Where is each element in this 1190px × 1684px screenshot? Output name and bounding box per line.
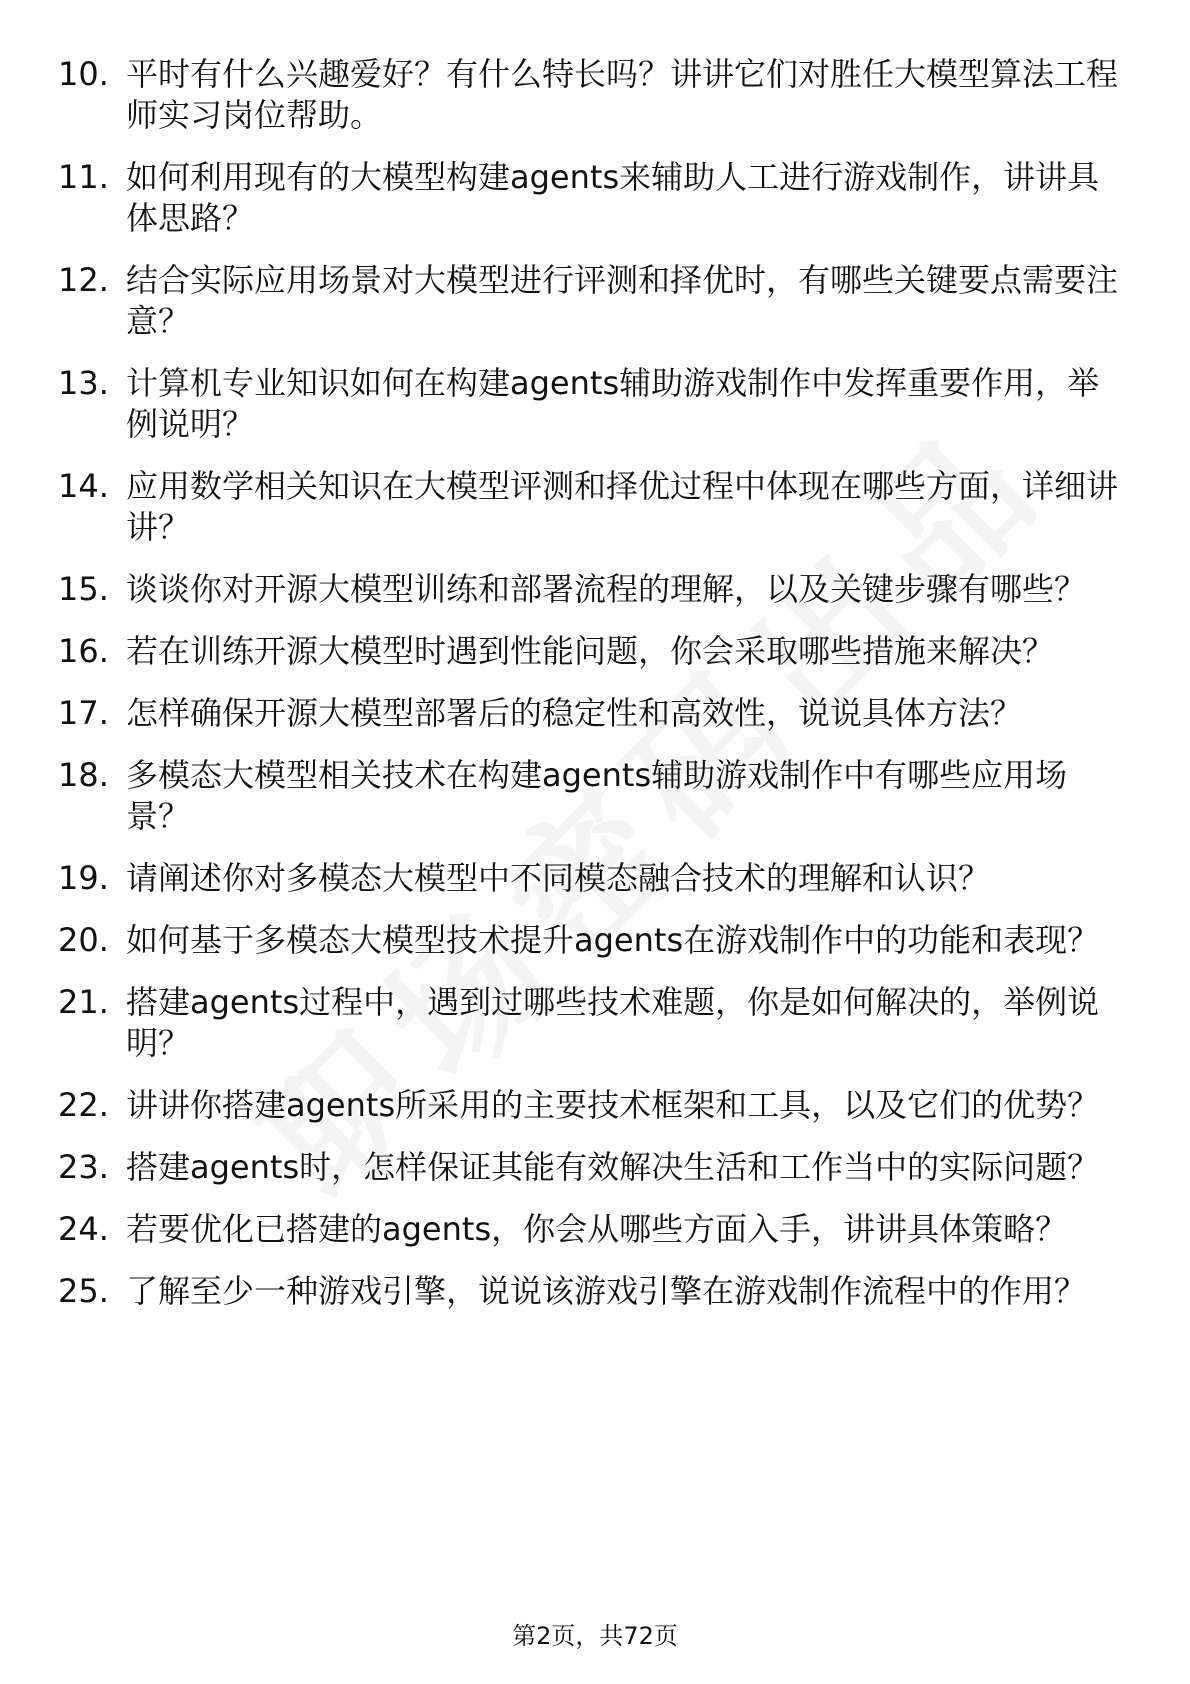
- list-item: [58, 569, 1118, 610]
- item-text: 结合实际应用场景对大模型进行评测和择优时，有哪些关键要点需要注意？: [126, 261, 1119, 340]
- item-text: 应用数学相关知识在大模型评测和择优过程中体现在哪些方面，详细讲讲？: [126, 467, 1119, 546]
- item-number: 23.: [58, 1148, 109, 1186]
- page-footer: 第2页，共72页: [512, 1622, 678, 1650]
- item-text: 怎样确保开源大模型部署后的稳定性和高效性，说说具体方法？: [126, 694, 1023, 732]
- list-item: [58, 363, 1118, 445]
- item-text: 了解至少一种游戏引擎，说说该游戏引擎在游戏制作流程中的作用？: [126, 1272, 1087, 1310]
- item-text: 若要优化已搭建的agents，你会从哪些方面入手，讲讲具体策略？: [126, 1210, 1068, 1248]
- item-number: 14.: [58, 467, 109, 505]
- item-number: 20.: [58, 921, 109, 959]
- list-item: [58, 755, 1118, 837]
- list-item: [58, 54, 1118, 136]
- item-number: 17.: [58, 694, 109, 732]
- item-text: 谈谈你对开源大模型训练和部署流程的理解，以及关键步骤有哪些？: [126, 570, 1087, 608]
- question-list: [58, 54, 1118, 1333]
- item-text: 搭建agents时，怎样保证其能有效解决生活和工作当中的实际问题？: [126, 1148, 1100, 1186]
- item-number: 12.: [58, 261, 109, 299]
- item-number: 10.: [58, 55, 109, 93]
- item-text: 讲讲你搭建agents所采用的主要技术框架和工具，以及它们的优势？: [126, 1086, 1100, 1124]
- list-item: [58, 1209, 1118, 1250]
- list-item: [58, 1085, 1118, 1126]
- item-text: 平时有什么兴趣爱好？有什么特长吗？讲讲它们对胜任大模型算法工程师实习岗位帮助。: [126, 55, 1119, 134]
- list-item: [58, 466, 1118, 548]
- item-number: 18.: [58, 756, 109, 794]
- list-item: [58, 982, 1118, 1064]
- list-item: [58, 631, 1118, 672]
- item-number: 15.: [58, 570, 109, 608]
- item-number: 11.: [58, 158, 109, 196]
- item-number: 25.: [58, 1272, 109, 1310]
- item-number: 16.: [58, 632, 109, 670]
- list-item: [58, 157, 1118, 239]
- item-text: 如何基于多模态大模型技术提升agents在游戏制作中的功能和表现？: [126, 921, 1100, 959]
- list-item: [58, 1147, 1118, 1188]
- item-number: 21.: [58, 983, 109, 1021]
- list-item: [58, 920, 1118, 961]
- list-item: [58, 260, 1118, 342]
- list-item: [58, 858, 1118, 899]
- item-number: 22.: [58, 1086, 109, 1124]
- item-number: 19.: [58, 859, 109, 897]
- item-text: 多模态大模型相关技术在构建agents辅助游戏制作中有哪些应用场景？: [126, 756, 1068, 835]
- item-text: 若在训练开源大模型时遇到性能问题，你会采取哪些措施来解决？: [126, 632, 1055, 670]
- item-text: 搭建agents过程中，遇到过哪些技术难题，你是如何解决的，举例说明？: [126, 983, 1100, 1062]
- list-item: [58, 693, 1118, 734]
- item-text: 计算机专业知识如何在构建agents辅助游戏制作中发挥重要作用，举例说明？: [126, 364, 1100, 443]
- item-text: 请阐述你对多模态大模型中不同模态融合技术的理解和认识？: [126, 859, 991, 897]
- item-number: 24.: [58, 1210, 109, 1248]
- item-number: 13.: [58, 364, 109, 402]
- item-text: 如何利用现有的大模型构建agents来辅助人工进行游戏制作，讲讲具体思路？: [126, 158, 1100, 237]
- list-item: [58, 1271, 1118, 1312]
